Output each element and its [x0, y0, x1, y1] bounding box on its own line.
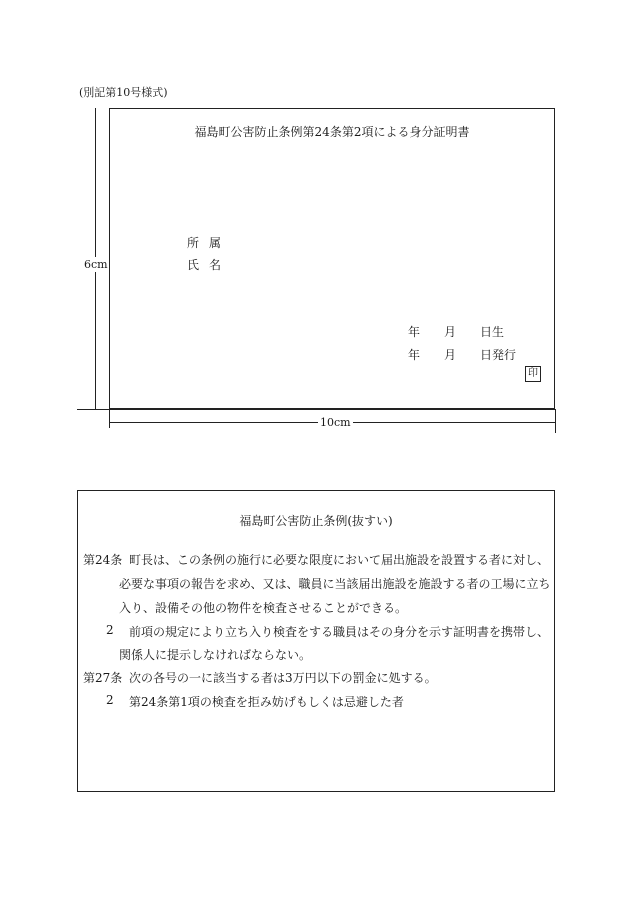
ordinance-excerpt-frame	[77, 490, 555, 792]
name-label-1: 氏	[187, 258, 200, 272]
article-24-line-3: 入り、設備その他の物件を検査させることができる。	[119, 601, 408, 615]
form-number-label: (別記第10号様式)	[79, 86, 168, 99]
article-27-item-2-text: 第24条第1項の検査を拒み妨げもしくは忌避した者	[129, 695, 404, 709]
issue-day-label: 日発行	[480, 348, 517, 362]
width-dimension-tick-right	[555, 409, 556, 433]
width-dimension-label: 10cm	[320, 416, 351, 429]
affiliation-label-2: 属	[209, 236, 222, 250]
id-card-title: 福島町公害防止条例第24条第2項による身分証明書	[194, 125, 470, 139]
affiliation-label-1: 所	[187, 236, 200, 250]
birth-year-label: 年	[408, 325, 421, 339]
birth-month-label: 月	[444, 325, 457, 339]
ordinance-excerpt-title: 福島町公害防止条例(抜すい)	[239, 514, 393, 528]
issue-month-label: 月	[444, 348, 457, 362]
article-24-paragraph-2-number: 2	[106, 623, 114, 637]
article-27-heading: 第27条	[83, 671, 123, 685]
seal-stamp-box: 印	[525, 366, 541, 382]
birth-day-label: 日生	[480, 325, 505, 339]
article-24-line-1: 町長は、この条例の施行に必要な限度において届出施設を設置する者に対し、	[129, 553, 550, 567]
article-27-line-1: 次の各号の一に該当する者は3万円以下の罰金に処する。	[129, 671, 437, 685]
name-label-2: 名	[209, 258, 222, 272]
article-24-paragraph-2-line-1: 前項の規定により立ち入り検査をする職員はその身分を示す証明書を携帯し、	[129, 625, 550, 639]
card-bottom-extension-line	[77, 409, 555, 410]
height-dimension-label: 6cm	[84, 258, 108, 271]
article-27-item-2-number: 2	[106, 693, 114, 707]
height-dimension-line-right	[109, 108, 110, 428]
article-24-line-2: 必要な事項の報告を求め、又は、職員に当該届出施設を施設する者の工場に立ち	[119, 577, 551, 591]
id-card-frame	[109, 108, 555, 409]
article-24-heading: 第24条	[83, 553, 123, 567]
issue-year-label: 年	[408, 348, 421, 362]
article-24-paragraph-2-line-2: 関係人に提示しなければならない。	[119, 648, 312, 662]
